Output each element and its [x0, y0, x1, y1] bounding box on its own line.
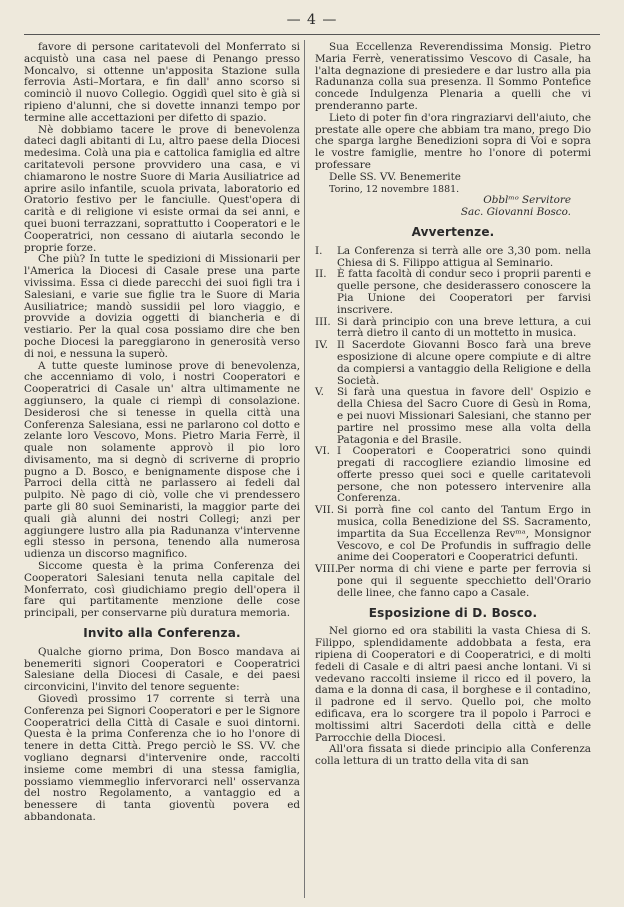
column-divider — [304, 40, 305, 898]
avvertenza-item — [315, 505, 591, 564]
avvertenza-item — [315, 564, 591, 599]
avvertenza-item — [315, 387, 591, 446]
avvertenza-text: È fatta facoltà di condur seco i proprii parenti e quelle persone, che desiderassero conoscere la Pia Unione dei Cooperatori per farvisi inscrivere. — [337, 268, 591, 316]
paragraph: Lieto di poter fin d'ora ringraziarvi dell'aiuto, che prestate alle opere che abbiam tra mano, prego Dio che sparga larghe Benedizioni sopra di Voi e sopra le vostre famiglie, mentre ho l'onore di potermi professare — [315, 111, 591, 171]
section-heading: Invito alla Conferenza. — [83, 626, 241, 641]
invitation-continuation — [315, 42, 591, 172]
avvertenza-text: Si porrà fine col canto del Tantum Ergo in musica, colla Benedizione del SS. Sacramento, impartita da Sua Eccellenza Revᵐᵃ, Monsignor Vescovo, e col De Profundis in suffragio delle anime dei Cooperatori e Cooperatrici defunti. — [337, 504, 591, 564]
paragraph: Qualche giorno prima, Don Bosco mandava ai benemeriti signori Cooperatori e Cooperatrici Salesiane della Diocesi di Casale, e dei paesi circonvicini, l'invito del tenore seguente: — [24, 645, 300, 694]
avvertenza-text: La Conferenza si terrà alle ore 3,30 pom. nella Chiesa di S. Filippo attigua al Seminario. — [337, 244, 591, 269]
avvertenza-number: V. — [315, 386, 324, 399]
avvertenza-text: Il Sacerdote Giovanni Bosco farà una breve esposizione di alcune opere compiute e di altre da compiersi a vantaggio della Religione e della Società. — [337, 339, 591, 387]
avvertenza-number: I. — [315, 244, 323, 257]
avvertenza-item — [315, 269, 591, 316]
paragraph: Nel giorno ed ora stabiliti la vasta Chiesa di S. Filippo, splendidamente addobbata a festa, era ripiena di Cooperatori e di Cooperatrici, e di molti fedeli di Casale e di altri paesi anche lontani. Vi si vedevano raccolti insieme il ricco ed il povero, la dama e la donna di casa, il borghese e il contadino, il padrone ed il servo. Quello poi, che molto edificava, era lo scorgere tra il popolo i Parroci e moltissimi altri Sacerdoti della città e delle Parrocchie della Diocesi. — [315, 625, 591, 744]
avvertenza-number: VII. — [315, 504, 335, 517]
paragraph: Nè dobbiamo tacere le prove di benevolenza dateci dagli abitanti di Lu, altro paese della Diocesi medesima. Colà una pia e cattolica famiglia ed altre caritatevoli persone provvidero una casa, e vi chiamarono le nostre Suore di Maria Ausiliatrice ad aprire asilo infantile, scuola privata, laboratorio ed Oratorio festivo per le fanciulle. Quest'opera di carità e di religione vi esiste ormai da sei anni, e quei buoni terrazzani, soprattutto i Cooperatori e le Cooperatrici, non cessano di aiutarla secondo le proprie forze. — [24, 123, 300, 254]
esposizione-text — [315, 626, 591, 768]
paragraph: A tutte queste luminose prove di benevolenza, che accenniamo di volo, i nostri Cooperatori e Cooperatrici di Casale un' altra ultimamente ne aggiunsero, la quale ci riempì di consolazione. Desiderosi che si tenesse in quella città una Conferenza Salesiana, essi ne parlarono col dotto e zelante loro Vescovo, Mons. Pietro Maria Ferrè, il quale non solamente approvò il pio loro divisamento, ma si degnò di scriverne di proprio pugno a D. Bosco, e benignamente dispose che i Parroci della città ne parlassero ai fedeli dal pulpito. Nè pago di ciò, volle che vi prendessero parte gli 80 suoi Seminaristi, la maggior parte dei quali già alunni dei nostri Collegi; anzi per aggiungere lustro alla pia Radunanza v'intervenne egli stesso in persona, tenendo alla numerosa udienza un discorso magnifico. — [24, 359, 300, 561]
signature-servant: Obblᵐᵒ Servitore — [483, 194, 571, 207]
signature-date: Torino, 12 novembre 1881. — [329, 183, 460, 195]
paragraph: Giovedì prossimo 17 corrente si terrà una Conferenza pei Signori Cooperatori e per le Signore Cooperatrici della Città di Casale e suoi dintorni. Questa è la prima Conferenza che io ho l'onore di tenere in detta Città. Prego perciò le SS. VV. che vogliano degnarsi d'intervenire onde, raccolti insieme come membri di una stessa famiglia, possiamo viemmeglio infervorarci nell' osservanza del nostro Regolamento, a vantaggio ed a benessere di tanta gioventù povera ed abbandonata. — [24, 693, 300, 823]
avvertenza-item — [315, 446, 591, 505]
avvertenza-number: IV. — [315, 339, 329, 352]
avvertenza-text: Si darà principio con una breve lettura, a cui terrà dietro il canto di un mottetto in musica. — [337, 315, 591, 340]
header-rule — [24, 34, 600, 35]
avvertenze-heading: Avvertenze. — [411, 224, 495, 239]
paragraph: Che più? In tutte le spedizioni di Missionarii per l'America la Diocesi di Casale prese una parte vivissima. Essa ci diede parecchi dei suoi figli tra i Salesiani, e varie sue figlie tra le Suore di Maria Ausiliatrice; mandò sussidii pel loro viaggio, e provvide a dovizia oggetti di biancheria e di vestiario. Per la qual cosa possiamo dire che ben poche Diocesi la pareggiarono in generosità verso di noi, e nessuna la superò. — [24, 253, 300, 360]
page-number: — 4 — — [286, 12, 338, 28]
paragraph: All'ora fissata si diede principio alla Conferenza colla lettura di un tratto della vita di san — [315, 743, 591, 768]
avvertenza-text: I Cooperatori e Cooperatrici sono quindi pregati di raccogliere eziandio limosine ed offerte presso quei soci e quelle caritatevoli persone, che non potessero intervenire alla Conferenza. — [337, 445, 591, 505]
signature-block — [315, 172, 591, 219]
avvertenza-number: III. — [315, 315, 331, 328]
avvertenza-text: Per norma di chi viene e parte per ferrovia si pone qui il seguente specchietto dell'Orario delle linee, che fanno capo a Casale. — [337, 563, 591, 599]
avvertenza-number: II. — [315, 268, 327, 281]
avvertenza-number: VIII. — [315, 563, 339, 576]
avvertenza-item — [315, 340, 591, 387]
avvertenza-number: VI. — [315, 445, 330, 458]
avvertenza-text: Si farà una questua in favore dell' Ospizio e della Chiesa del Sacro Cuore di Gesù in Roma, e pei nuovi Missionari Salesiani, che stanno per partire nel prossimo mese alla volta della Patagonia e del Brasile. — [337, 386, 591, 446]
left-column — [24, 42, 300, 824]
avvertenza-item — [315, 317, 591, 341]
avvertenza-item — [315, 246, 591, 270]
paragraph: Sua Eccellenza Reverendissima Monsig. Pietro Maria Ferrè, veneratissimo Vescovo di Casale, ha l'alta degnazione di presiedere e dar lustro alla pia Radunanza colla sua presenza. Il Sommo Pontefice concede Indulgenza Plenaria a quelli che vi prenderanno parte. — [315, 41, 591, 112]
esposizione-heading: Esposizione di D. Bosco. — [368, 605, 538, 620]
avvertenze-list — [315, 246, 591, 600]
paragraph: favore di persone caritatevoli del Monferrato si acquistò una casa nel paese di Penango presso Moncalvo, si ottenne un'apposita Stazione sulla ferrovia Asti–Mortara, e fin dall' anno scorso si cominciò il nuovo Collegio. Oggidì quel sito è già si ripieno d'alunni, che si dovette innanzi tempo por termine alle accettazioni per difetto di spazio. — [24, 41, 300, 124]
paragraph: Siccome questa è la prima Conferenza dei Cooperatori Salesiani tenuta nella capitale del Monferrato, così giudichiamo pregio dell'opera il fare qui partitamente menzione delle cose principali, per conservarne più duratura memoria. — [24, 560, 300, 620]
signature-name: Sac. Giovanni Bosco. — [460, 206, 571, 219]
signature-closing: Delle SS. VV. Benemerite — [329, 170, 461, 183]
right-column — [315, 42, 591, 768]
